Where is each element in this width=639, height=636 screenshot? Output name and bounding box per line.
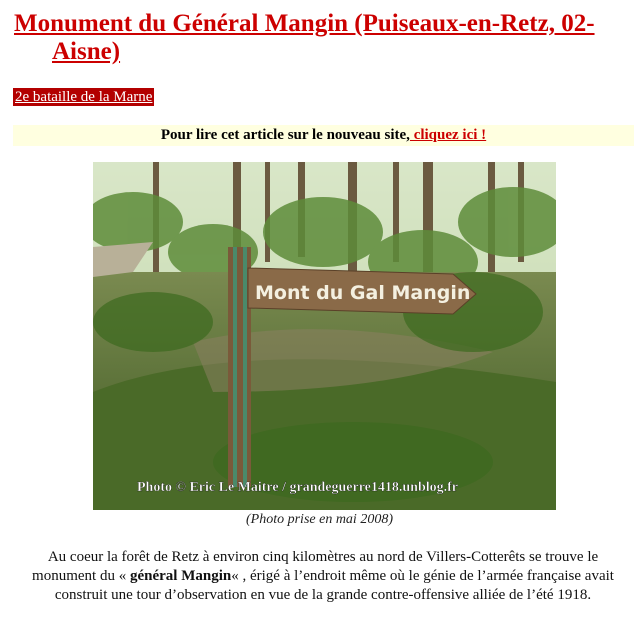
article-title[interactable]: Monument du Général Mangin (Puiseaux-en-Retz, 02-Aisne) — [14, 10, 595, 65]
body-bold-name: général Mangin — [129, 568, 232, 584]
photo-caption: (Photo prise en mai 2008) — [246, 512, 393, 527]
article-photo — [93, 162, 556, 510]
notice-link[interactable]: cliquez ici ! — [409, 127, 487, 143]
photo-watermark: Photo © Eric Le Maitre / grandeguerre1418.unblog.fr — [137, 480, 459, 495]
notice-text: Pour lire cet article sur le nouveau site, — [160, 127, 410, 143]
category-tag-link[interactable]: 2e bataille de la Marne — [15, 89, 153, 105]
body-part-1: Au coeur la forêt de Retz à environ cinq kilomètres au nord de Villers-Cotterêts se trouve le monument du « — [32, 549, 599, 584]
sign-text: Mont du Gal Mangin — [255, 282, 471, 304]
article-body — [16, 548, 630, 605]
new-site-notice — [13, 125, 634, 146]
body-part-2: « , érigé à l’endroit même où le génie de l’armée française avait construit une tour d’observation en vue de la grande contre-offensive alliée de l’été 1918. — [54, 568, 614, 603]
